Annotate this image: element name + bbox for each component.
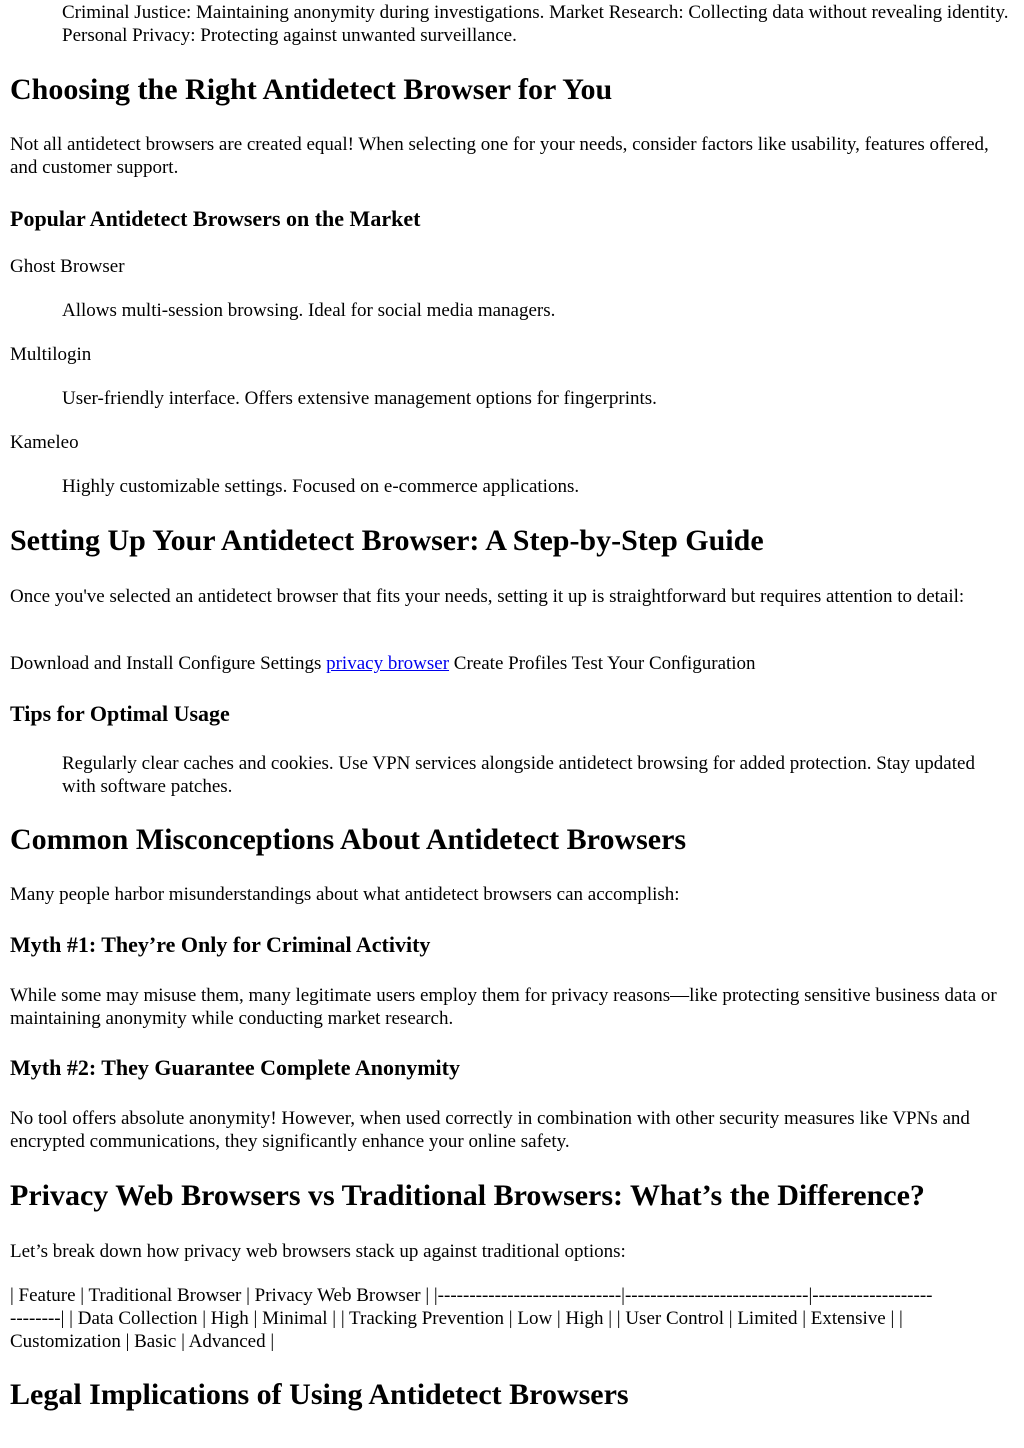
intro-uses-paragraph: Criminal Justice: Maintaining anonymity during investigations. Market Research: Collecting data without revealing identity. Personal Privacy: Protecting against unwanted surveillance. xyxy=(62,2,1009,46)
choosing-paragraph: Not all antidetect browsers are created equal! When selecting one for your needs, consider factors like usability, features offered, and customer support. xyxy=(10,134,989,178)
comparison-table-text xyxy=(10,1284,1014,1353)
popular-browsers-heading: Popular Antidetect Browsers on the Market xyxy=(10,206,421,231)
comparison-heading: Privacy Web Browsers vs Traditional Browsers: What’s the Difference? xyxy=(10,1179,925,1212)
browser-desc-ghost: Allows multi-session browsing. Ideal for social media managers. xyxy=(62,300,556,321)
choosing-heading: Choosing the Right Antidetect Browser for You xyxy=(10,73,613,106)
misconceptions-paragraph: Many people harbor misunderstandings about what antidetect browsers can accomplish: xyxy=(10,884,680,905)
comparison-table-line: Customization | Basic | Advanced | xyxy=(10,1331,275,1352)
misconceptions-heading: Common Misconceptions About Antidetect Browsers xyxy=(10,823,687,856)
setup-steps-before: Download and Install Configure Settings xyxy=(10,653,327,674)
tips-heading: Tips for Optimal Usage xyxy=(10,701,230,726)
comparison-table-line: | Feature | Traditional Browser | Privacy Web Browser | |-----------------------------|-----------------------------|------------------- xyxy=(10,1285,933,1306)
legal-heading: Legal Implications of Using Antidetect Browsers xyxy=(10,1378,629,1411)
comparison-table-line: --------| | Data Collection | High | Minimal | | Tracking Prevention | Low | High | | User Control | Limited | Extensive | | xyxy=(10,1308,903,1329)
setup-steps xyxy=(10,652,1014,675)
tips-text: Regularly clear caches and cookies. Use VPN services alongside antidetect browsing for added protection. Stay updated with software patches. xyxy=(62,753,975,797)
myth2-heading: Myth #2: They Guarantee Complete Anonymity xyxy=(10,1055,460,1080)
myth2-text: No tool offers absolute anonymity! However, when used correctly in combination with other security measures like VPNs and encrypted communications, they significantly enhance your online safety. xyxy=(10,1108,970,1152)
browser-desc-kameleo: Highly customizable settings. Focused on e-commerce applications. xyxy=(62,476,580,497)
browser-name-multilogin: Multilogin xyxy=(10,344,92,365)
myth1-text: While some may misuse them, many legitimate users employ them for privacy reasons—like protecting sensitive business data or maintaining anonymity while conducting market research. xyxy=(10,985,997,1029)
privacy-browser-link[interactable]: privacy browser xyxy=(326,653,450,674)
setup-paragraph: Once you've selected an antidetect browser that fits your needs, setting it up is straightforward but requires attention to detail: xyxy=(10,586,965,607)
browser-name-kameleo: Kameleo xyxy=(10,432,79,453)
browser-desc-multilogin: User-friendly interface. Offers extensive management options for fingerprints. xyxy=(62,388,657,409)
setup-heading: Setting Up Your Antidetect Browser: A Step-by-Step Guide xyxy=(10,524,764,557)
myth1-heading: Myth #1: They’re Only for Criminal Activity xyxy=(10,932,431,957)
comparison-paragraph: Let’s break down how privacy web browsers stack up against traditional options: xyxy=(10,1241,626,1262)
browser-name-ghost: Ghost Browser xyxy=(10,256,125,277)
setup-steps-after: Create Profiles Test Your Configuration xyxy=(449,653,756,674)
